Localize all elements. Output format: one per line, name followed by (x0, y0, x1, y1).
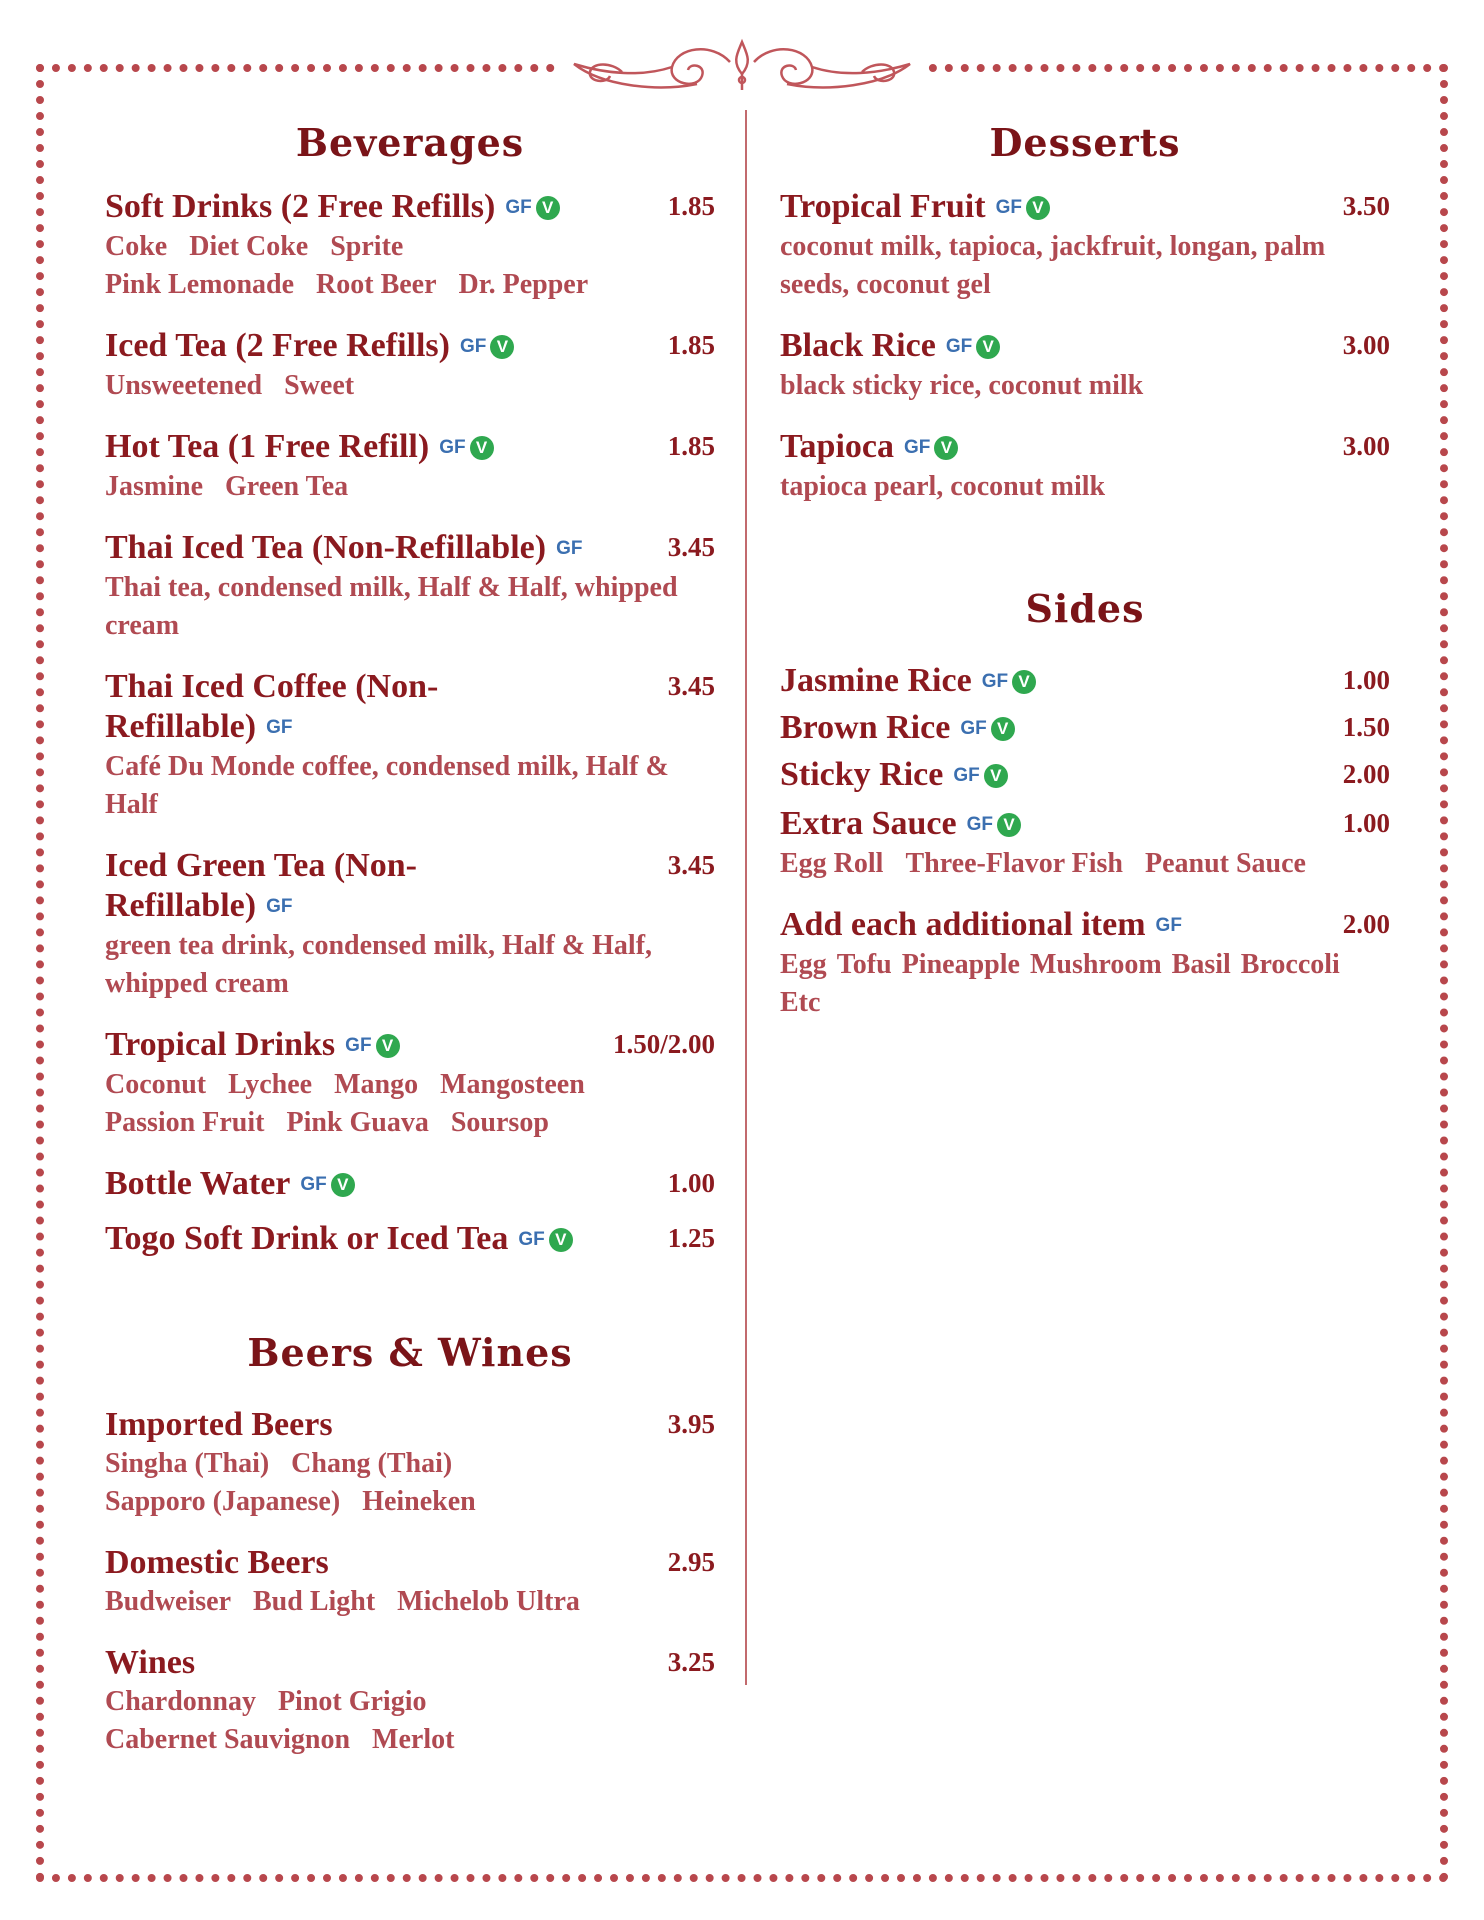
item-name: Brown Rice (780, 709, 951, 746)
menu-item (780, 661, 1390, 702)
gluten-free-badge: GF (459, 336, 487, 357)
item-name: Hot Tea (1 Free Refill) (105, 428, 430, 465)
gluten-free-badge: GF (966, 814, 993, 835)
option: Chang (Thai) (291, 1448, 453, 1479)
option: Sweet (284, 370, 355, 401)
item-name: Iced Tea (2 Free Refills) (105, 327, 450, 364)
item-price: 1.00 (667, 1168, 715, 1198)
option: Cabernet Sauvignon (105, 1724, 351, 1755)
option: Broccoli (1240, 949, 1340, 980)
gluten-free-badge: GF (945, 336, 973, 357)
gluten-free-badge: GF (300, 1174, 327, 1195)
item-price: 1.50/2.00 (612, 1029, 715, 1059)
item-price: 1.85 (667, 191, 715, 221)
gluten-free-badge: GF (904, 437, 931, 458)
gluten-free-badge: GF (345, 1035, 372, 1056)
item-price: 1.00 (1342, 665, 1390, 695)
item-name: Black Rice (780, 327, 936, 364)
item-price: 1.85 (667, 330, 715, 360)
item-price: 2.00 (1342, 909, 1390, 939)
option: Three-Flavor Fish (905, 848, 1123, 879)
option: Coke (105, 231, 168, 262)
gluten-free-badge: GF (995, 197, 1022, 218)
option: Passion Fruit (105, 1107, 265, 1138)
item-price: 3.50 (1342, 191, 1390, 221)
option: Pinot Grigio (277, 1686, 427, 1717)
menu-item (105, 1643, 715, 1759)
menu-item (780, 708, 1390, 749)
item-price: 3.25 (667, 1647, 715, 1677)
menu-item (105, 528, 715, 645)
vegan-icon: V (536, 196, 560, 220)
option: Basil (1171, 949, 1231, 980)
gluten-free-badge: GF (439, 437, 466, 458)
option: Unsweetened (105, 370, 263, 401)
option: Mangosteen (440, 1069, 585, 1100)
option: Mushroom (1029, 949, 1162, 980)
menu-item (780, 804, 1390, 883)
beverages-heading: Beverages (295, 120, 525, 165)
option: Soursop (450, 1107, 549, 1138)
menu-item (105, 1025, 715, 1142)
item-price: 1.00 (1342, 808, 1390, 838)
beverages-section (105, 120, 715, 1260)
menu-item (105, 846, 715, 1003)
option: Coconut (105, 1069, 207, 1100)
option: Chardonnay (105, 1686, 256, 1717)
item-price: 1.50 (1342, 712, 1390, 742)
item-name: Tropical Drinks (105, 1026, 336, 1063)
menu-item (105, 1543, 715, 1621)
option: Dr. Pepper (458, 269, 589, 300)
item-options (105, 228, 715, 304)
option: Tofu (836, 949, 892, 980)
menu-item (780, 905, 1390, 1022)
menu-item (105, 667, 715, 824)
sides-heading: Sides (1025, 586, 1145, 631)
item-price: 3.95 (667, 1409, 715, 1439)
item-price: 3.45 (667, 850, 715, 880)
option: Etc (780, 987, 821, 1018)
item-price: 3.00 (1342, 431, 1390, 461)
item-name: Togo Soft Drink or Iced Tea (105, 1220, 509, 1257)
vegan-icon: V (991, 717, 1015, 741)
item-description: coconut milk, tapioca, jackfruit, longan, palm seeds, coconut gel (780, 231, 1326, 300)
beers-wines-heading: Beers & Wines (247, 1330, 573, 1375)
item-name: Add each additional item (780, 906, 1146, 943)
item-name: Domestic Beers (105, 1544, 329, 1581)
beers-wines-section (105, 1330, 715, 1759)
item-name: Bottle Water (105, 1165, 291, 1202)
vegan-icon: V (376, 1034, 400, 1058)
item-name: Sticky Rice (780, 756, 944, 793)
menu-item (105, 427, 715, 506)
option: Green Tea (225, 471, 349, 502)
item-description: tapioca pearl, coconut milk (780, 471, 1106, 502)
option: Lychee (228, 1069, 313, 1100)
left-column (105, 120, 715, 1759)
item-name: Tropical Fruit (780, 188, 986, 225)
vegan-icon: V (934, 436, 958, 460)
right-column (780, 120, 1390, 1022)
item-name: Jasmine Rice (780, 662, 972, 699)
item-description: Thai tea, condensed milk, Half & Half, whipped cream (105, 572, 678, 641)
menu-item (780, 755, 1390, 796)
item-price: 1.25 (667, 1223, 715, 1253)
item-price: 2.95 (667, 1547, 715, 1577)
item-name: Tapioca (780, 428, 895, 465)
option: Budweiser (105, 1586, 231, 1617)
gluten-free-badge: GF (266, 717, 293, 738)
vegan-icon: V (1026, 196, 1050, 220)
item-options (105, 1683, 715, 1759)
menu-item (105, 1219, 715, 1260)
option: Egg Roll (780, 848, 884, 879)
item-name: Thai Iced Coffee (Non-Refillable) (105, 668, 439, 745)
item-options (105, 1445, 715, 1521)
gluten-free-badge: GF (505, 197, 532, 218)
option: Peanut Sauce (1144, 848, 1306, 879)
item-price: 2.00 (1342, 759, 1390, 789)
menu-item (105, 187, 715, 304)
column-divider (745, 110, 747, 1685)
ornament-flourish-icon (562, 32, 922, 98)
option: Root Beer (316, 269, 437, 300)
option: Pink Lemonade (105, 269, 295, 300)
option: Egg (780, 949, 827, 980)
gluten-free-badge: GF (266, 896, 293, 917)
item-price: 3.45 (667, 671, 715, 701)
option: Singha (Thai) (105, 1448, 270, 1479)
menu-item (105, 1405, 715, 1521)
item-options (780, 845, 1390, 883)
item-options (780, 946, 1390, 1022)
item-price: 3.00 (1342, 330, 1390, 360)
option: Michelob Ultra (397, 1586, 580, 1617)
vegan-icon: V (470, 436, 494, 460)
item-description: black sticky rice, coconut milk (780, 370, 1144, 401)
gluten-free-badge: GF (518, 1229, 545, 1250)
item-options (105, 367, 715, 405)
menu-item (780, 427, 1390, 506)
item-options (105, 468, 715, 506)
item-price: 1.85 (667, 431, 715, 461)
option: Jasmine (105, 471, 203, 502)
item-description: Café Du Monde coffee, condensed milk, Half & Half (105, 751, 669, 820)
option: Merlot (372, 1724, 455, 1755)
menu-item (780, 187, 1390, 304)
vegan-icon: V (490, 335, 514, 359)
gluten-free-badge: GF (953, 765, 980, 786)
vegan-icon: V (976, 335, 1000, 359)
menu-item (105, 1164, 715, 1205)
item-description: green tea drink, condensed milk, Half & Half, whipped cream (105, 930, 653, 999)
item-name: Extra Sauce (780, 805, 957, 842)
item-name: Imported Beers (105, 1406, 333, 1443)
vegan-icon: V (984, 764, 1008, 788)
item-options (105, 1066, 715, 1142)
item-options (105, 1583, 715, 1621)
gluten-free-badge: GF (981, 671, 1009, 692)
item-name: Iced Green Tea (Non-Refillable) (105, 847, 417, 924)
option: Sapporo (Japanese) (105, 1486, 341, 1517)
vegan-icon: V (331, 1173, 355, 1197)
option: Bud Light (253, 1586, 376, 1617)
gluten-free-badge: GF (556, 538, 583, 559)
menu-item (780, 326, 1390, 405)
desserts-section (780, 120, 1390, 506)
item-name: Thai Iced Tea (Non-Refillable) (105, 529, 547, 566)
vegan-icon: V (1012, 670, 1036, 694)
item-price: 3.45 (667, 532, 715, 562)
option: Mango (334, 1069, 419, 1100)
gluten-free-badge: GF (960, 718, 987, 739)
sides-section (780, 586, 1390, 1022)
option: Sprite (330, 231, 404, 262)
gluten-free-badge: GF (1155, 915, 1182, 936)
option: Diet Coke (189, 231, 309, 262)
vegan-icon: V (549, 1228, 573, 1252)
option: Pink Guava (286, 1107, 429, 1138)
vegan-icon: V (997, 813, 1021, 837)
option: Pineapple (901, 949, 1020, 980)
menu-item (105, 326, 715, 405)
option: Heineken (362, 1486, 476, 1517)
item-name: Wines (105, 1644, 196, 1681)
item-name: Soft Drinks (2 Free Refills) (105, 188, 496, 225)
desserts-heading: Desserts (989, 120, 1181, 165)
